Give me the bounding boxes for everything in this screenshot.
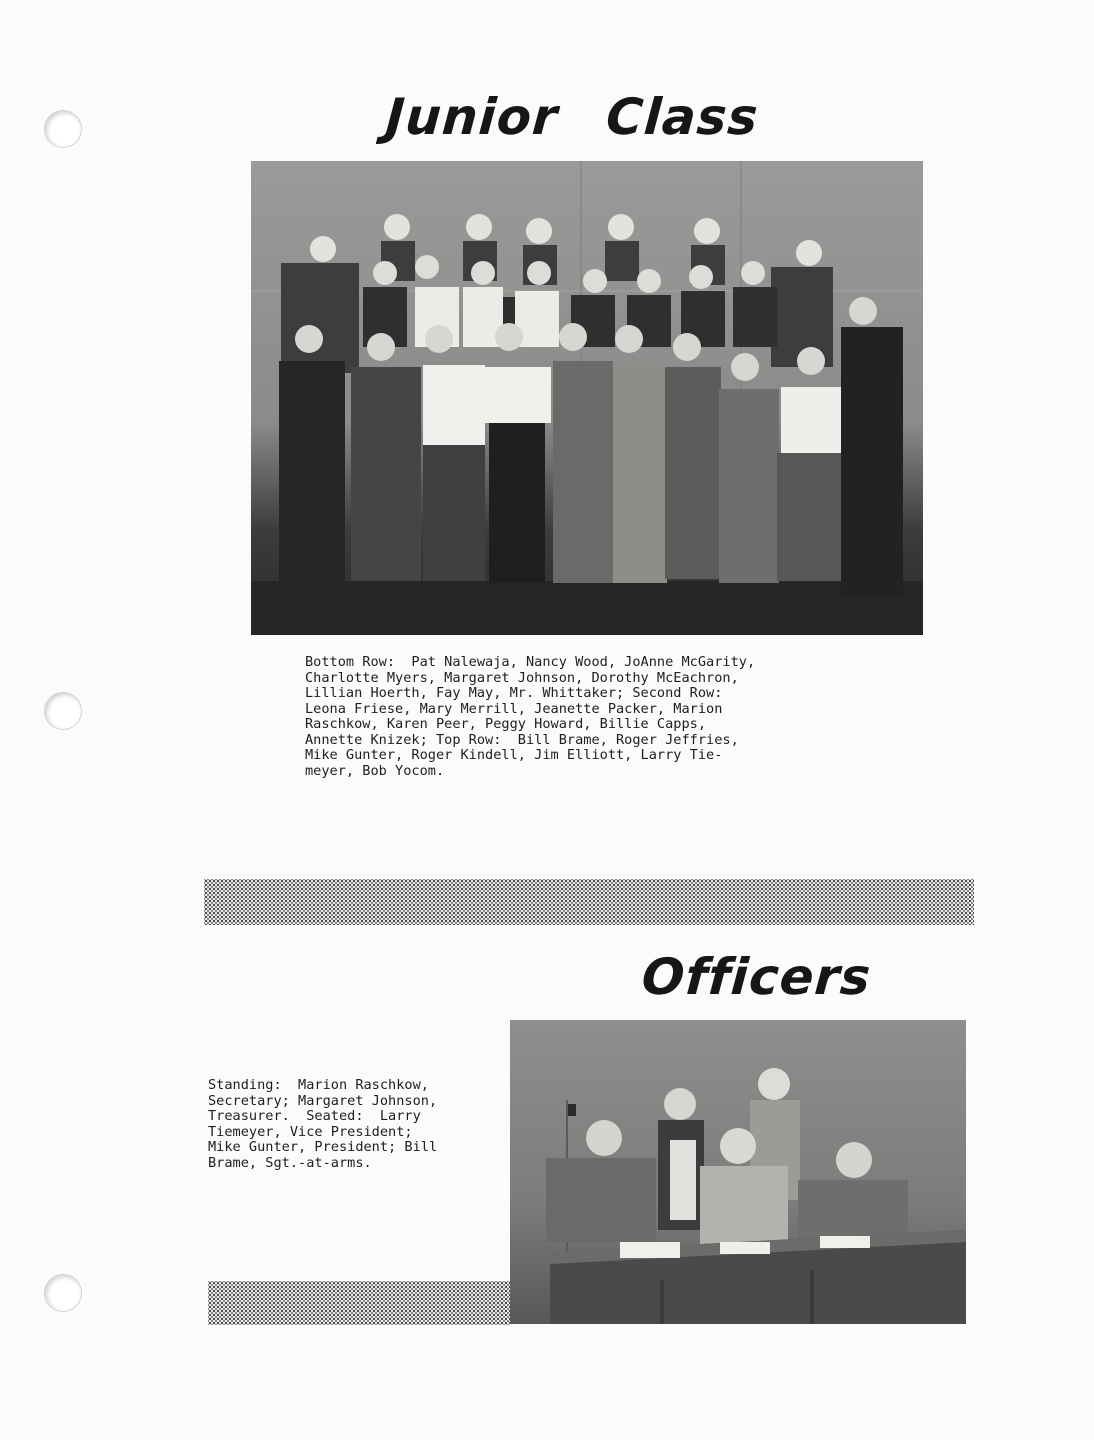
binder-hole-top [44, 110, 82, 148]
binder-hole-middle [44, 692, 82, 730]
officers-title: Officers [639, 948, 874, 1006]
junior-class-photo-image [251, 161, 923, 635]
binder-hole-bottom [44, 1274, 82, 1312]
officers-caption: Standing: Marion Raschkow, Secretary; Margaret Johnson, Treasurer. Seated: Larry Tiemeyer, Vice President; Mike Gunter, President; Bill Brame, Sgt.-at-arms. [208, 1077, 438, 1171]
halftone-divider-bottom [208, 1281, 510, 1325]
junior-class-title: Junior Class [383, 88, 761, 146]
halftone-divider-top [204, 879, 974, 925]
officers-photo-image [510, 1020, 966, 1324]
junior-class-caption: Bottom Row: Pat Nalewaja, Nancy Wood, JoAnne McGarity, Charlotte Myers, Margaret Johnson, Dorothy McEachron, Lillian Hoerth, Fay May, Mr. Whittaker; Second Row: Leona Friese, Mary Merrill, Jeanette Packer, Marion Raschkow, Karen Peer, Peggy Howard, Billie Capps, Annette Knizek; Top Row: Bill Brame, Roger Jeffries, Mike Gunter, Roger Kindell, Jim Elliott, Larry Tie- meyer, Bob Yocom. [305, 654, 756, 779]
junior-class-photo [251, 161, 923, 635]
officers-photo [510, 1020, 966, 1324]
